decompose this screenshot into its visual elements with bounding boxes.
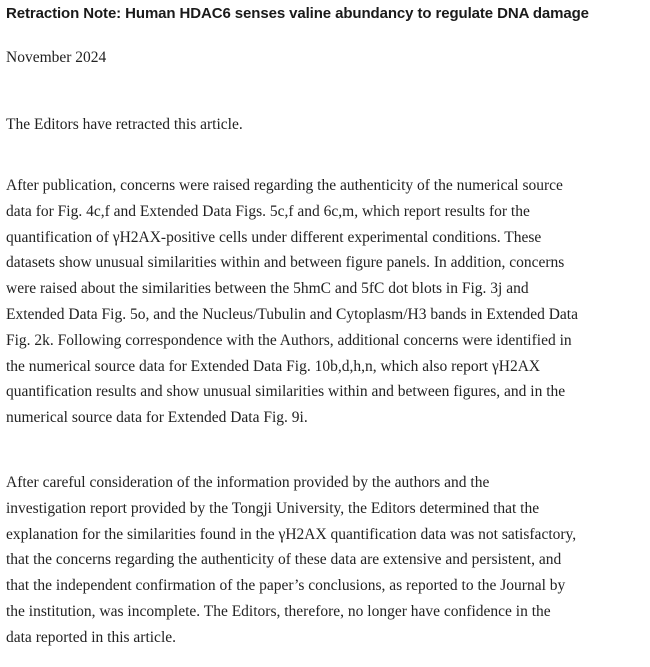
paragraph-line: explanation for the similarities found in the γH2AX quantification data was not satisfactory,: [6, 525, 577, 543]
paragraph-retraction-statement: [6, 112, 646, 138]
publication-date: November 2024: [6, 49, 107, 66]
paragraph-line: quantification results and show unusual similarities within and between figures, and in the: [6, 383, 566, 401]
paragraph-line: that the independent confirmation of the paper’s conclusions, as reported to the Journal by: [6, 577, 566, 595]
paragraph-line: data reported in this article.: [6, 628, 177, 646]
paragraph-line: datasets show unusual similarities within and between figure panels. In addition, concerns: [6, 254, 565, 272]
paragraph-line: investigation report provided by the Tongji University, the Editors determined that the: [6, 499, 540, 517]
paragraph-line: After careful consideration of the information provided by the authors and the: [6, 474, 490, 491]
paragraph-line: numerical source data for Extended Data Fig. 9i.: [6, 409, 308, 427]
article-title: Retraction Note: Human HDAC6 senses valine abundancy to regulate DNA damage: [6, 5, 589, 22]
paragraph-line: were raised about the similarities between the 5hmC and 5fC dot blots in Fig. 3j and: [6, 280, 529, 298]
paragraph-line: The Editors have retracted this article.: [6, 116, 243, 133]
paragraph-concerns: [6, 173, 646, 431]
paragraph-editorial-decision: [6, 470, 646, 651]
paragraph-line: the numerical source data for Extended Data Fig. 10b,d,h,n, which also report γH2AX: [6, 357, 541, 375]
paragraph-line: quantification of γH2AX-positive cells under different experimental conditions. These: [6, 228, 542, 246]
paragraph-line: that the concerns regarding the authenticity of these data are extensive and persistent, and: [6, 551, 562, 569]
paragraph-line: After publication, concerns were raised regarding the authenticity of the numerical source: [6, 177, 563, 194]
paragraph-line: the institution, was incomplete. The Editors, therefore, no longer have confidence in the: [6, 602, 551, 620]
paragraph-line: Fig. 2k. Following correspondence with the Authors, additional concerns were identified in: [6, 331, 572, 349]
paragraph-line: data for Fig. 4c,f and Extended Data Figs. 5c,f and 6c,m, which report results for the: [6, 202, 530, 220]
paragraph-line: Extended Data Fig. 5o, and the Nucleus/Tubulin and Cytoplasm/H3 bands in Extended Data: [6, 305, 578, 323]
